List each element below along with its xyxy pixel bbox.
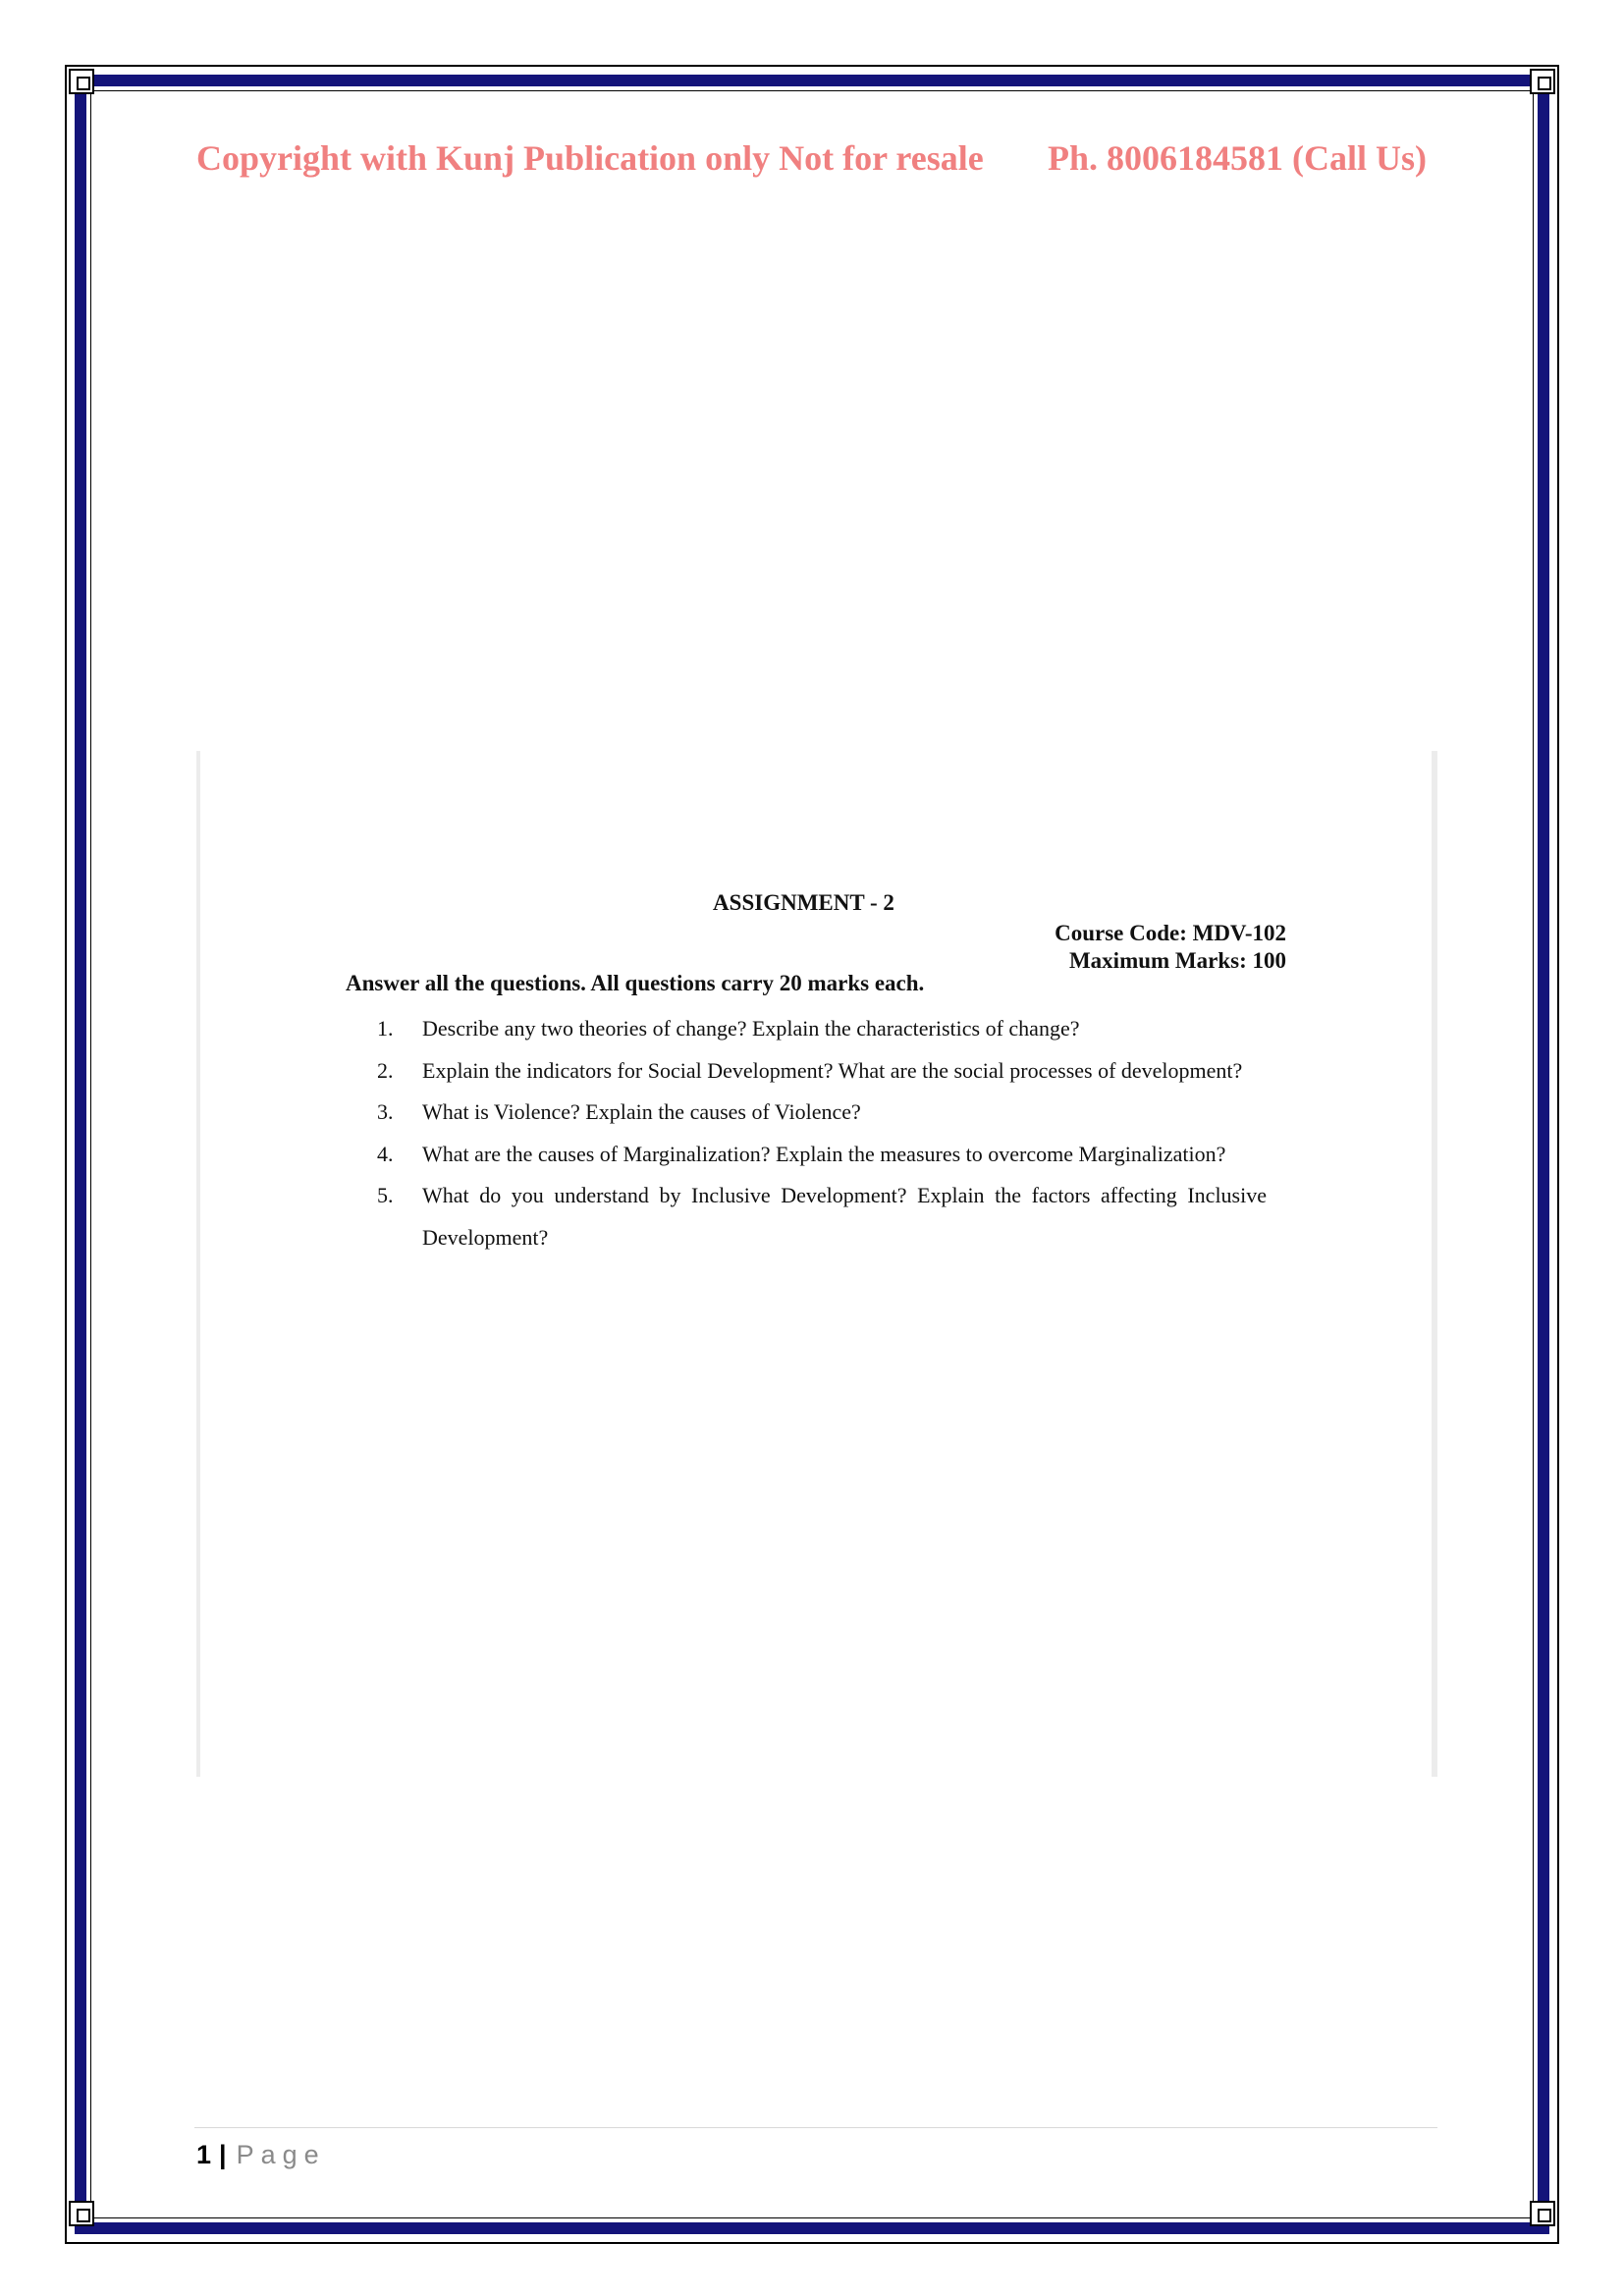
question-item <box>377 1008 1267 1050</box>
question-text: Explain the indicators for Social Development? What are the social processes of development? <box>422 1057 1243 1083</box>
page-number: 1 <box>196 2140 212 2169</box>
contact-phone: Ph. 8006184581 (Call Us) <box>1048 138 1427 178</box>
assignment-title: ASSIGNMENT - 2 <box>713 890 894 915</box>
course-code: Course Code: MDV-102 <box>1055 921 1286 945</box>
question-number: 1. <box>377 1016 394 1041</box>
footer-separator: | <box>219 2140 227 2169</box>
assignment-scan <box>196 751 1437 1777</box>
footer-divider <box>194 2127 1437 2128</box>
question-list <box>377 1008 1267 1258</box>
corner-ornament-top-right <box>1530 69 1555 94</box>
corner-ornament-bottom-left <box>69 2201 94 2226</box>
instructions: Answer all the questions. All questions carry 20 marks each. <box>346 971 925 995</box>
corner-ornament-bottom-right <box>1530 2201 1555 2226</box>
question-item <box>377 1134 1267 1176</box>
question-number: 2. <box>377 1057 394 1083</box>
question-text: What are the causes of Marginalization? Explain the measures to overcome Marginalization? <box>422 1141 1226 1166</box>
question-text: What is Violence? Explain the causes of Violence? <box>422 1099 861 1124</box>
question-item <box>377 1175 1267 1258</box>
question-item <box>377 1050 1267 1093</box>
course-info <box>1055 920 1286 975</box>
question-text: Describe any two theories of change? Explain the characteristics of change? <box>422 1016 1080 1041</box>
page-header <box>196 137 1443 179</box>
question-text: What do you understand by Inclusive Development? Explain the factors affecting Inclusive Development? <box>422 1183 1267 1250</box>
page-label: Page <box>236 2140 326 2169</box>
maximum-marks: Maximum Marks: 100 <box>1068 948 1286 973</box>
page-footer <box>196 2140 326 2170</box>
corner-ornament-top-left <box>69 69 94 94</box>
question-item <box>377 1092 1267 1134</box>
question-number: 5. <box>377 1183 394 1207</box>
question-number: 3. <box>377 1099 394 1124</box>
copyright-notice: Copyright with Kunj Publication only Not for resale <box>196 138 984 178</box>
question-number: 4. <box>377 1141 394 1166</box>
